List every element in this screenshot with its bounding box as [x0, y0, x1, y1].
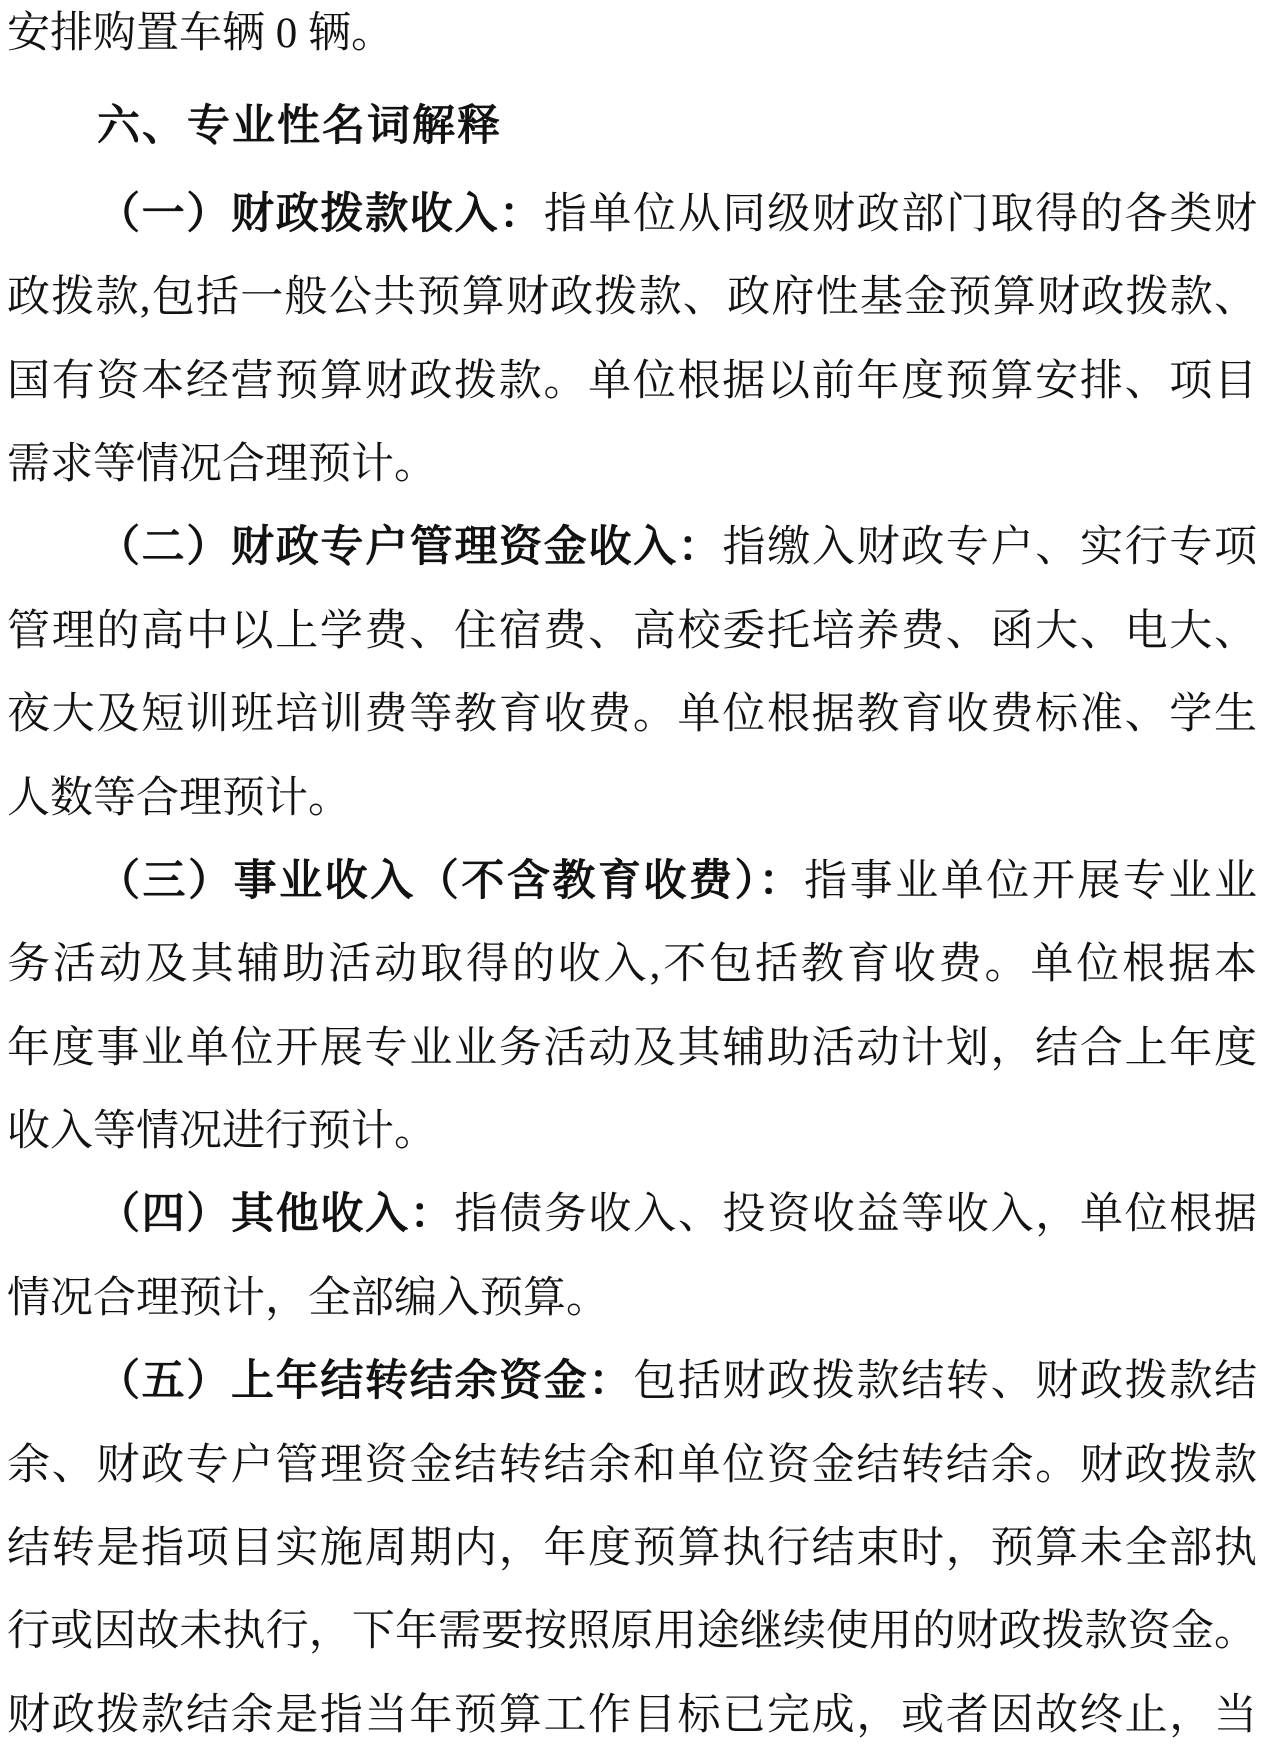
text-segment: 包括财政拨款结转、财政拨款结: [633, 1358, 1257, 1406]
text-line: [7, 1340, 1257, 1423]
text-segment: 人数等合理预计。: [7, 774, 351, 822]
text-line: [7, 757, 1257, 840]
text-segment: 需求等情况合理预计。: [7, 440, 437, 488]
text-segment: 指单位从同级财政部门取得的各类财: [543, 190, 1257, 238]
text-segment: 指缴入财政专户、实行专项: [722, 524, 1257, 572]
bold-text-segment: （二）财政专户管理资金收入：: [97, 524, 723, 572]
text-segment: 行或因故未执行，下年需要按照原用途继续使用的财政拨款资金。: [7, 1608, 1257, 1656]
bold-text-segment: （五）上年结转结余资金：: [97, 1358, 634, 1406]
text-line: [7, 1257, 1257, 1340]
text-segment: 结转是指项目实施周期内，年度预算执行结束时，预算未全部执: [7, 1525, 1257, 1573]
text-line: [7, 1674, 1257, 1745]
bold-text-segment: （四）其他收入：: [97, 1191, 455, 1239]
text-line: [7, 340, 1257, 423]
text-line: [7, 423, 1257, 506]
text-segment: 务活动及其辅助活动取得的收入,不包括教育收费。单位根据本: [7, 941, 1257, 989]
text-segment: 指债务收入、投资收益等收入，单位根据: [454, 1191, 1257, 1239]
text-segment: 指事业单位开展专业业: [804, 857, 1257, 905]
text-line: [7, 173, 1257, 256]
text-segment: 情况合理预计，全部编入预算。: [7, 1274, 609, 1322]
text-segment: 收入等情况进行预计。: [7, 1108, 437, 1156]
text-segment: 财政拨款结余是指当年预算工作目标已完成，或者因故终止，当: [7, 1691, 1257, 1739]
text-line: [7, 1424, 1257, 1507]
text-line: [7, 1507, 1257, 1590]
text-line: [7, 590, 1257, 673]
text-segment: 政拨款,包括一般公共预算财政拨款、政府性基金预算财政拨款、: [7, 274, 1257, 322]
text-line: [7, 0, 1257, 75]
bold-text-segment: （一）财政拨款收入：: [97, 190, 544, 238]
text-segment: 国有资本经营预算财政拨款。单位根据以前年度预算安排、项目: [7, 357, 1257, 405]
text-line: [7, 673, 1257, 756]
text-line: [7, 923, 1257, 1006]
text-line: [7, 256, 1257, 339]
text-line: [7, 1090, 1257, 1173]
text-segment: 安排购置车辆 0 辆。: [7, 10, 394, 57]
text-line: [7, 1173, 1257, 1256]
text-segment: 余、财政专户管理资金结转结余和单位资金结转结余。财政拨款: [7, 1441, 1257, 1489]
bold-text-segment: 六、专业性名词解释: [97, 102, 502, 151]
section-heading: [7, 85, 1257, 168]
text-line: [7, 840, 1257, 923]
text-segment: 年度事业单位开展专业业务活动及其辅助活动计划，结合上年度: [7, 1024, 1257, 1072]
text-segment: 管理的高中以上学费、住宿费、高校委托培养费、函大、电大、: [7, 607, 1257, 655]
text-line: [7, 1590, 1257, 1673]
text-line: [7, 1007, 1257, 1090]
text-line: [7, 506, 1257, 589]
text-segment: 夜大及短训班培训费等教育收费。单位根据教育收费标准、学生: [7, 691, 1257, 739]
bold-text-segment: （三）事业收入（不含教育收费）：: [97, 857, 805, 905]
